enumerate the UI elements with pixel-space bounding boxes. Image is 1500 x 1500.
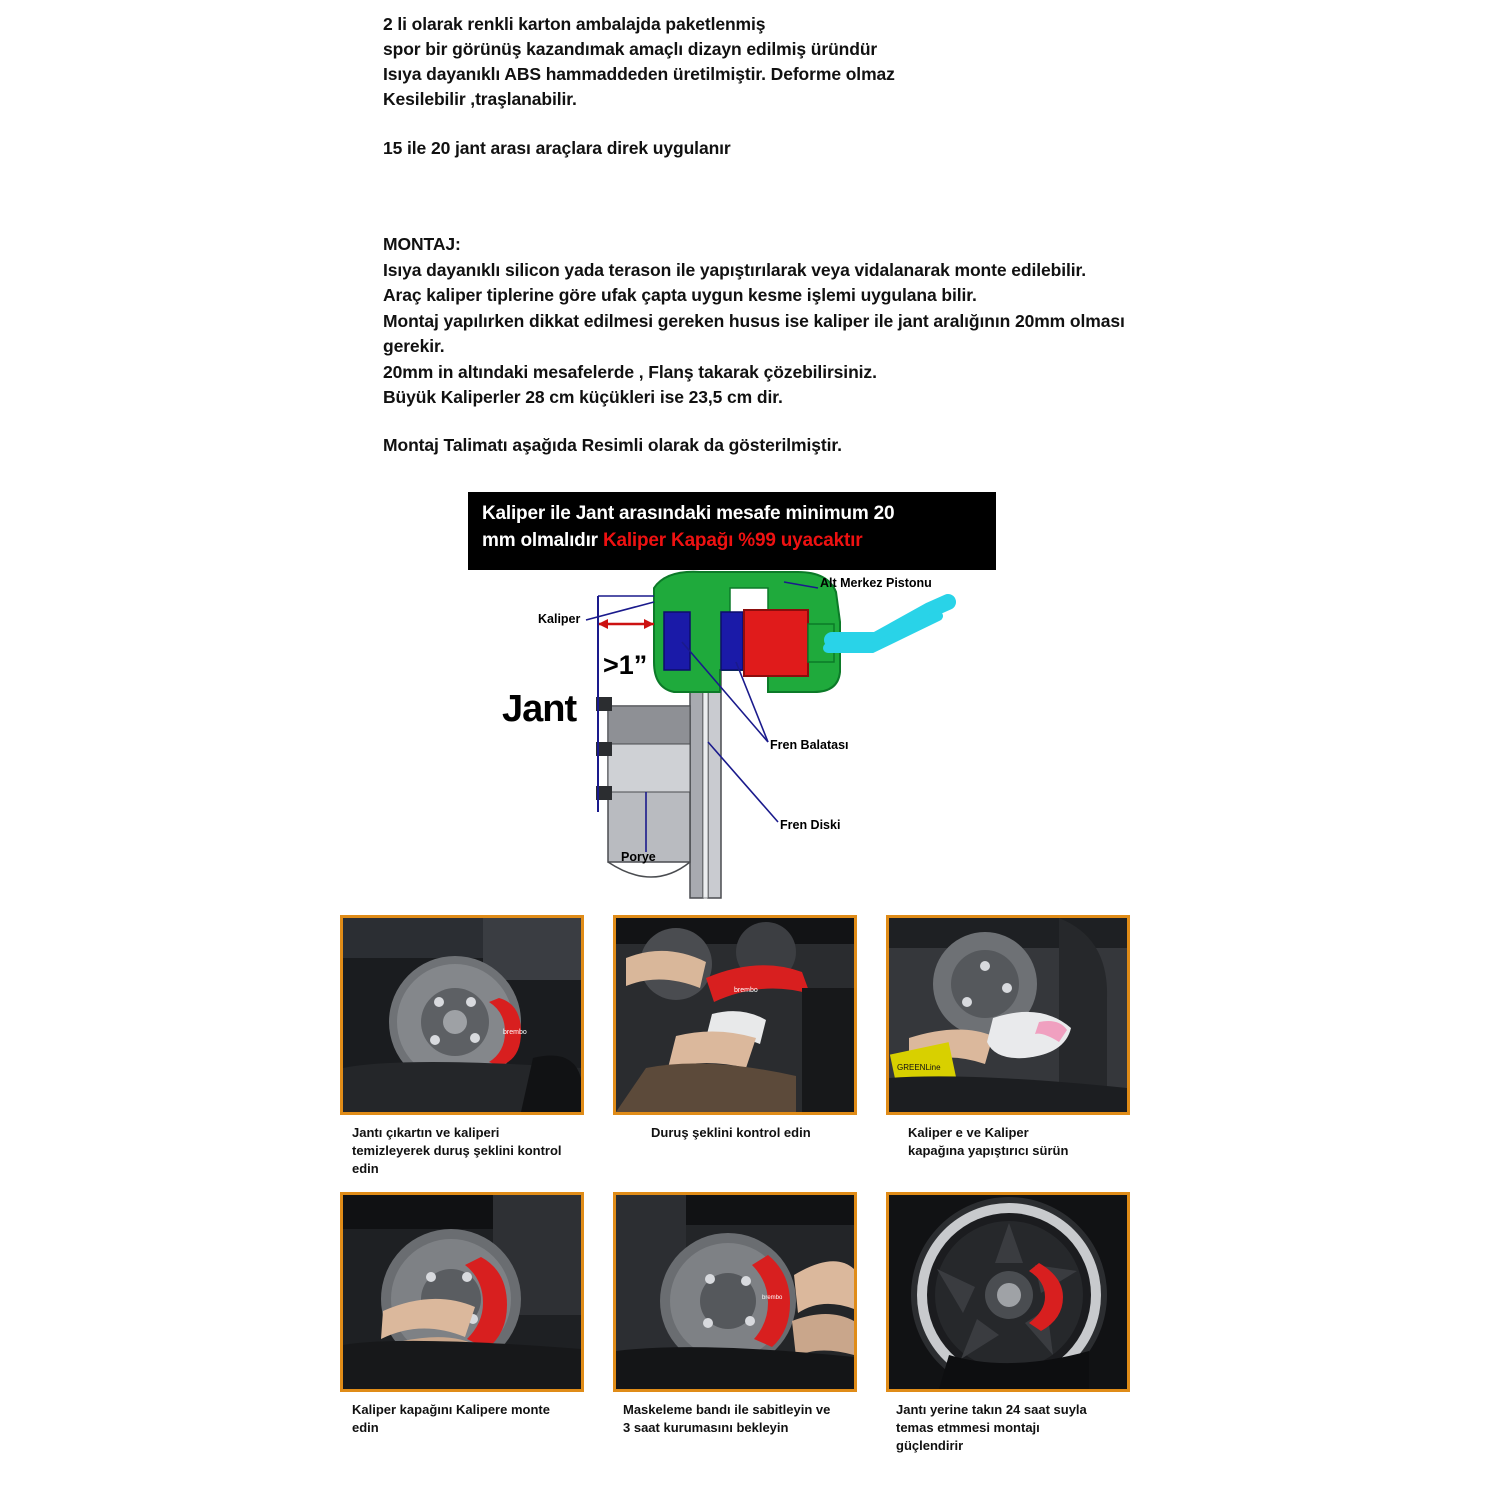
diagram-label-alt-merkez-pistonu: Alt Merkez Pistonu — [820, 576, 932, 590]
montaj-line-5: 20mm in altındaki mesafelerde , Flanş takarak çözebilirsiniz. — [383, 361, 877, 382]
step-photo-2-art — [616, 918, 854, 1112]
step-caption-3: Kaliper e ve Kaliper kapağına yapıştırıcı sürün — [908, 1125, 1069, 1158]
step-cell-1 — [340, 915, 584, 1178]
montaj-line-4: gerekir. — [383, 336, 445, 356]
step-photo-3 — [886, 915, 1130, 1115]
step-cell-5 — [613, 1192, 857, 1455]
svg-text:brembo: brembo — [762, 1295, 783, 1301]
step-photo-1-art — [343, 918, 581, 1112]
montaj-line-1: Isıya dayanıklı silicon yada terason ile yapıştırılarak veya vidalanarak monte edilebilir. — [383, 259, 1087, 280]
diagram-label-jant: Jant — [502, 688, 577, 730]
montaj-spacer — [383, 411, 1213, 433]
step-cell-4 — [340, 1192, 584, 1455]
intro-line-2: spor bir görünüş kazandımak amaçlı dizayn edilmiş üründür — [383, 39, 878, 59]
diagram-label-measure: >1” — [603, 650, 648, 680]
diagram-label-fren-balatasi: Fren Balatası — [770, 738, 849, 752]
diagram-label-fren-diski: Fren Diski — [780, 818, 841, 832]
banner-line-1: Kaliper ile Jant arasındaki mesafe minimum 20 — [482, 503, 895, 524]
step-caption-2: Duruş şeklini kontrol edin — [651, 1125, 811, 1140]
brake-clearance-diagram — [468, 492, 1028, 902]
step-caption-6: Jantı yerine takın 24 saat suyla temas etmmesi montajı güçlendirir — [896, 1402, 1087, 1453]
step-photo-6 — [886, 1192, 1130, 1392]
montaj-line-6: Büyük Kaliperler 28 cm küçükleri ise 23,5 cm dir. — [383, 387, 783, 407]
step-photo-5-art — [616, 1195, 854, 1389]
step-caption-1: Jantı çıkartın ve kaliperi temizleyerek duruş şeklini kontrol edin — [352, 1125, 562, 1176]
diagram-label-kaliper: Kaliper — [538, 612, 581, 626]
steps-row-1 — [340, 915, 1170, 1178]
banner-line-2-white: mm olmalıdır — [482, 530, 598, 551]
step-cell-6 — [886, 1192, 1130, 1455]
step-photo-4 — [340, 1192, 584, 1392]
svg-text:GREENLine: GREENLine — [897, 1063, 941, 1072]
step-photo-5 — [613, 1192, 857, 1392]
svg-text:brembo: brembo — [734, 987, 758, 994]
intro-line-3: Isıya dayanıklı ABS hammaddeden üretilmiştir. Deforme olmaz — [383, 64, 895, 84]
intro-text-block — [383, 12, 1223, 161]
step-caption-4: Kaliper kapağını Kalipere monte edin — [352, 1402, 550, 1435]
step-photo-1 — [340, 915, 584, 1115]
montaj-title: MONTAJ: — [383, 234, 461, 254]
steps-row-2 — [340, 1192, 1170, 1455]
step-photo-4-art — [343, 1195, 581, 1389]
steps-gallery — [340, 915, 1170, 1463]
intro-note: 15 ile 20 jant arası araçlara direk uygulanır — [383, 138, 731, 158]
montaj-footer: Montaj Talimatı aşağıda Resimli olarak da gösterilmiştir. — [383, 434, 842, 455]
montaj-text-block — [383, 232, 1213, 458]
step-cell-2 — [613, 915, 857, 1178]
svg-text:brembo: brembo — [503, 1029, 527, 1036]
step-caption-5: Maskeleme bandı ile sabitleyin ve 3 saat kurumasını bekleyin — [623, 1402, 831, 1435]
step-cell-3 — [886, 915, 1130, 1178]
intro-line-1: 2 li olarak renkli karton ambalajda paketlenmiş — [383, 14, 766, 34]
montaj-line-3: Montaj yapılırken dikkat edilmesi gereken husus ise kaliper ile jant aralığının 20mm olması — [383, 310, 1125, 331]
step-photo-2 — [613, 915, 857, 1115]
montaj-line-2: Araç kaliper tiplerine göre ufak çapta uygun kesme işlemi uygulana bilir. — [383, 285, 977, 305]
diagram-label-porye: Porye — [621, 850, 656, 864]
step-photo-3-art — [889, 918, 1127, 1112]
intro-line-4: Kesilebilir ,traşlanabilir. — [383, 89, 577, 109]
step-photo-6-art — [889, 1195, 1127, 1389]
banner-line-2-red: Kaliper Kapağı %99 uyacaktır — [602, 530, 863, 551]
intro-spacer — [383, 112, 1223, 136]
